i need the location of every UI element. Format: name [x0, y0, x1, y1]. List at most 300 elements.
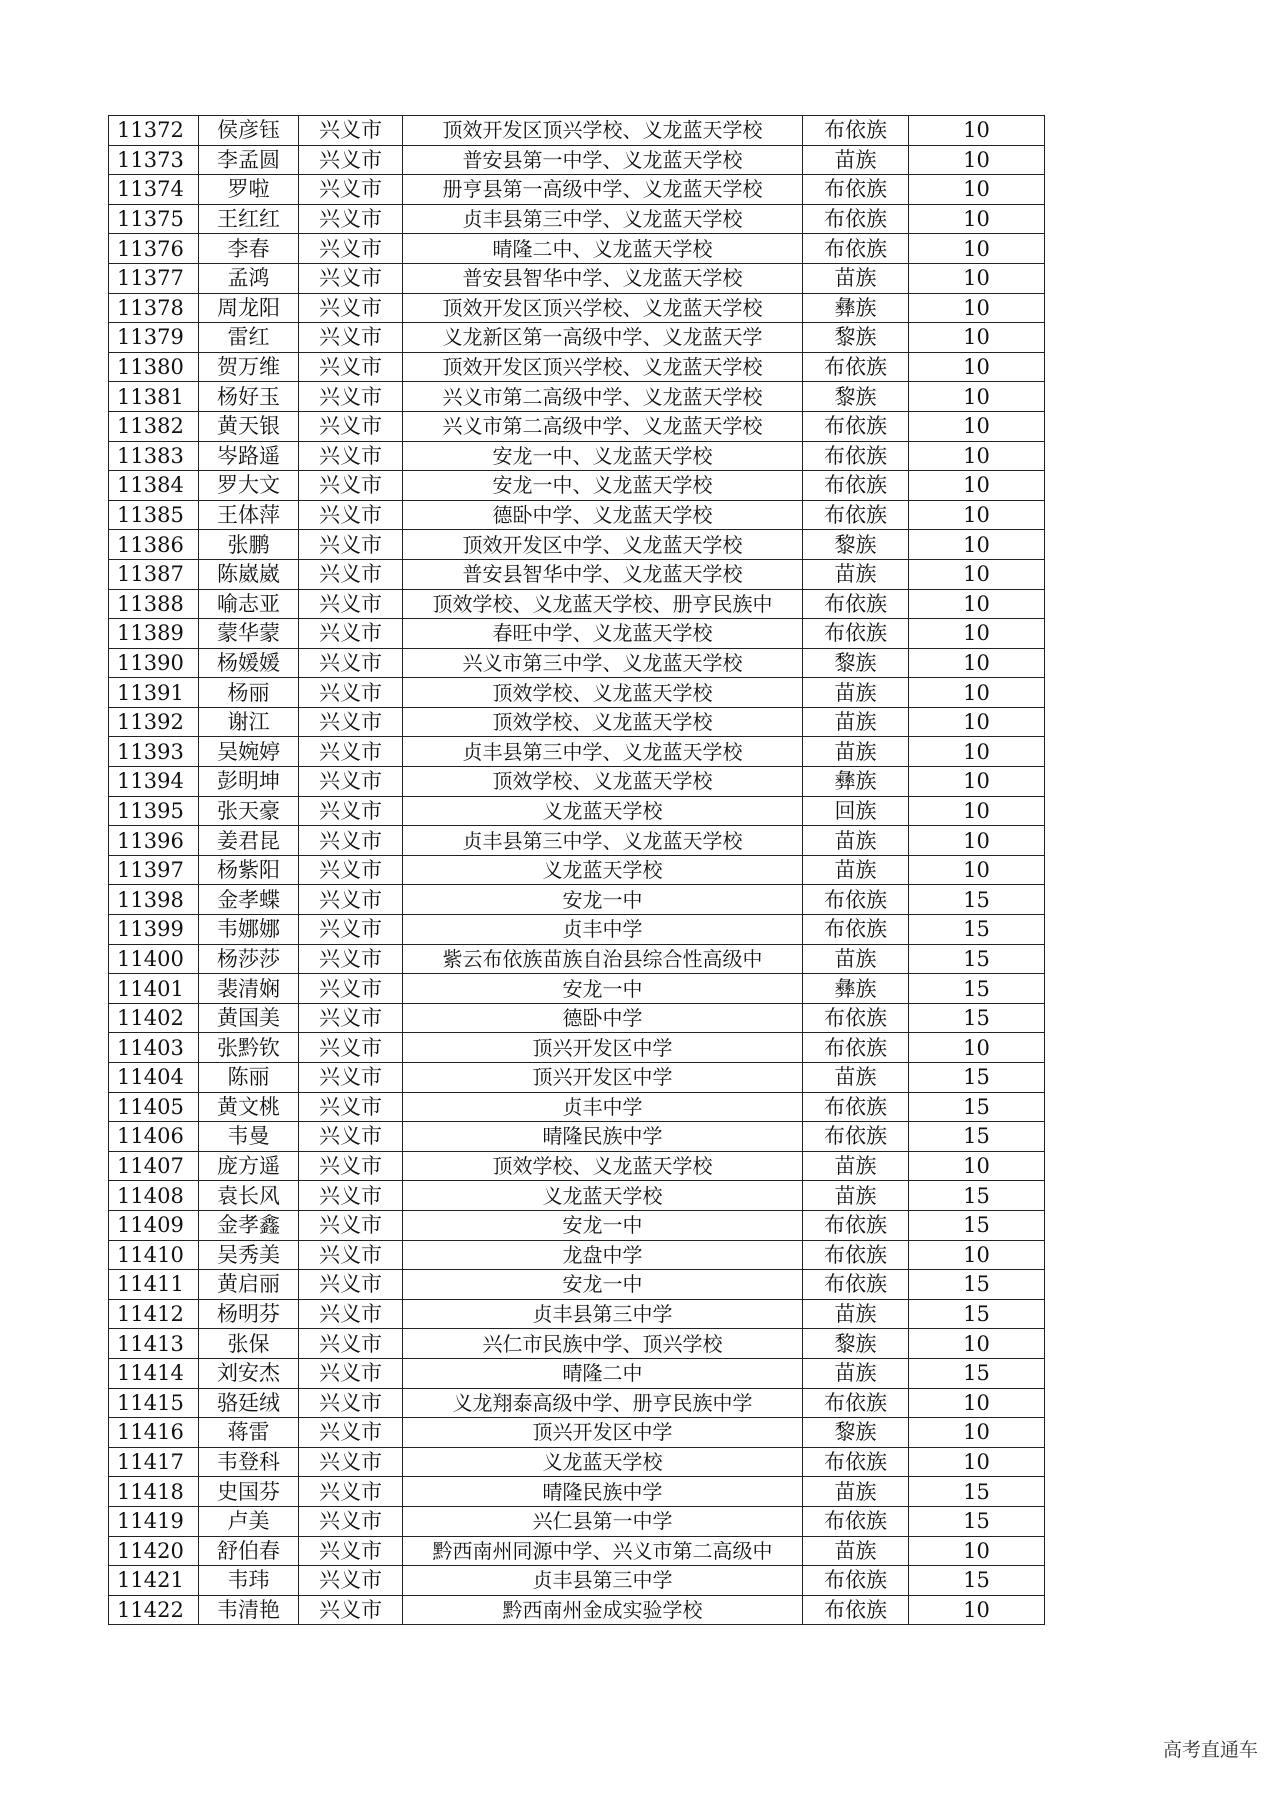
school-cell: 顶效开发区顶兴学校、义龙蓝天学校 [403, 293, 803, 323]
school-cell: 兴义市第三中学、义龙蓝天学校 [403, 648, 803, 678]
ethnicity-cell: 布依族 [803, 234, 909, 264]
id-cell: 11422 [109, 1595, 199, 1625]
ethnicity-cell: 苗族 [803, 1299, 909, 1329]
score-cell: 10 [909, 530, 1045, 560]
table-row [109, 915, 1045, 945]
id-cell: 11391 [109, 678, 199, 708]
school-cell: 顶兴开发区中学 [403, 1033, 803, 1063]
score-cell: 10 [909, 1151, 1045, 1181]
id-cell: 11382 [109, 411, 199, 441]
name-cell: 陈崴崴 [199, 559, 299, 589]
id-cell: 11384 [109, 471, 199, 501]
table-row [109, 293, 1045, 323]
name-cell: 黄启丽 [199, 1270, 299, 1300]
city-cell: 兴义市 [299, 589, 403, 619]
id-cell: 11377 [109, 263, 199, 293]
score-cell: 15 [909, 1063, 1045, 1093]
name-cell: 陈丽 [199, 1063, 299, 1093]
ethnicity-cell: 苗族 [803, 559, 909, 589]
city-cell: 兴义市 [299, 1003, 403, 1033]
city-cell: 兴义市 [299, 1033, 403, 1063]
name-cell: 黄天银 [199, 411, 299, 441]
ethnicity-cell: 布依族 [803, 204, 909, 234]
table-row [109, 323, 1045, 353]
score-cell: 10 [909, 707, 1045, 737]
city-cell: 兴义市 [299, 944, 403, 974]
id-cell: 11394 [109, 767, 199, 797]
ethnicity-cell: 布依族 [803, 619, 909, 649]
city-cell: 兴义市 [299, 411, 403, 441]
score-cell: 10 [909, 648, 1045, 678]
city-cell: 兴义市 [299, 885, 403, 915]
score-cell: 15 [909, 915, 1045, 945]
id-cell: 11396 [109, 826, 199, 856]
city-cell: 兴义市 [299, 707, 403, 737]
ethnicity-cell: 布依族 [803, 1270, 909, 1300]
table-row [109, 1151, 1045, 1181]
score-cell: 15 [909, 1122, 1045, 1152]
name-cell: 金孝蝶 [199, 885, 299, 915]
city-cell: 兴义市 [299, 767, 403, 797]
id-cell: 11405 [109, 1092, 199, 1122]
name-cell: 蒙华蒙 [199, 619, 299, 649]
table-row [109, 1299, 1045, 1329]
city-cell: 兴义市 [299, 175, 403, 205]
school-cell: 晴隆民族中学 [403, 1122, 803, 1152]
id-cell: 11376 [109, 234, 199, 264]
id-cell: 11392 [109, 707, 199, 737]
name-cell: 杨明芬 [199, 1299, 299, 1329]
school-cell: 春旺中学、义龙蓝天学校 [403, 619, 803, 649]
city-cell: 兴义市 [299, 1388, 403, 1418]
ethnicity-cell: 苗族 [803, 1477, 909, 1507]
table-row [109, 885, 1045, 915]
city-cell: 兴义市 [299, 559, 403, 589]
school-cell: 德卧中学 [403, 1003, 803, 1033]
score-cell: 15 [909, 885, 1045, 915]
table-row [109, 559, 1045, 589]
school-cell: 义龙蓝天学校 [403, 1181, 803, 1211]
score-cell: 10 [909, 1033, 1045, 1063]
score-cell: 10 [909, 1388, 1045, 1418]
name-cell: 侯彦钰 [199, 116, 299, 146]
student-table [108, 115, 1045, 1625]
id-cell: 11407 [109, 1151, 199, 1181]
ethnicity-cell: 苗族 [803, 263, 909, 293]
id-cell: 11374 [109, 175, 199, 205]
school-cell: 贞丰县第三中学、义龙蓝天学校 [403, 204, 803, 234]
school-cell: 兴仁县第一中学 [403, 1506, 803, 1536]
table-row [109, 1388, 1045, 1418]
ethnicity-cell: 苗族 [803, 707, 909, 737]
ethnicity-cell: 苗族 [803, 678, 909, 708]
name-cell: 王体萍 [199, 500, 299, 530]
ethnicity-cell: 黎族 [803, 530, 909, 560]
school-cell: 安龙一中 [403, 1210, 803, 1240]
id-cell: 11388 [109, 589, 199, 619]
score-cell: 10 [909, 737, 1045, 767]
city-cell: 兴义市 [299, 441, 403, 471]
ethnicity-cell: 布依族 [803, 589, 909, 619]
name-cell: 韦登科 [199, 1447, 299, 1477]
score-cell: 15 [909, 1477, 1045, 1507]
school-cell: 贞丰县第三中学、义龙蓝天学校 [403, 826, 803, 856]
city-cell: 兴义市 [299, 915, 403, 945]
city-cell: 兴义市 [299, 1240, 403, 1270]
table-row [109, 1270, 1045, 1300]
score-cell: 10 [909, 1595, 1045, 1625]
id-cell: 11395 [109, 796, 199, 826]
ethnicity-cell: 黎族 [803, 382, 909, 412]
ethnicity-cell: 布依族 [803, 1447, 909, 1477]
school-cell: 义龙蓝天学校 [403, 1447, 803, 1477]
name-cell: 王红红 [199, 204, 299, 234]
name-cell: 张黔钦 [199, 1033, 299, 1063]
score-cell: 15 [909, 1299, 1045, 1329]
id-cell: 11390 [109, 648, 199, 678]
ethnicity-cell: 布依族 [803, 116, 909, 146]
school-cell: 安龙一中 [403, 1270, 803, 1300]
school-cell: 普安县智华中学、义龙蓝天学校 [403, 263, 803, 293]
id-cell: 11415 [109, 1388, 199, 1418]
id-cell: 11413 [109, 1329, 199, 1359]
ethnicity-cell: 彝族 [803, 293, 909, 323]
city-cell: 兴义市 [299, 500, 403, 530]
id-cell: 11400 [109, 944, 199, 974]
school-cell: 顶效开发区顶兴学校、义龙蓝天学校 [403, 116, 803, 146]
name-cell: 蒋雷 [199, 1418, 299, 1448]
table-row [109, 767, 1045, 797]
name-cell: 黄国美 [199, 1003, 299, 1033]
city-cell: 兴义市 [299, 1536, 403, 1566]
name-cell: 岑路遥 [199, 441, 299, 471]
score-cell: 10 [909, 796, 1045, 826]
score-cell: 10 [909, 116, 1045, 146]
score-cell: 15 [909, 1270, 1045, 1300]
name-cell: 袁长风 [199, 1181, 299, 1211]
school-cell: 晴隆民族中学 [403, 1477, 803, 1507]
table-row [109, 1595, 1045, 1625]
city-cell: 兴义市 [299, 323, 403, 353]
id-cell: 11375 [109, 204, 199, 234]
id-cell: 11411 [109, 1270, 199, 1300]
watermark-text: 高考直通车 [1162, 1739, 1258, 1761]
name-cell: 李孟圆 [199, 145, 299, 175]
score-cell: 10 [909, 352, 1045, 382]
city-cell: 兴义市 [299, 145, 403, 175]
table-row [109, 1033, 1045, 1063]
table-row [109, 204, 1045, 234]
id-cell: 11386 [109, 530, 199, 560]
score-cell: 15 [909, 1358, 1045, 1388]
school-cell: 兴义市第二高级中学、义龙蓝天学校 [403, 411, 803, 441]
ethnicity-cell: 回族 [803, 796, 909, 826]
city-cell: 兴义市 [299, 974, 403, 1004]
id-cell: 11385 [109, 500, 199, 530]
name-cell: 张鹏 [199, 530, 299, 560]
ethnicity-cell: 布依族 [803, 1122, 909, 1152]
ethnicity-cell: 黎族 [803, 1329, 909, 1359]
score-cell: 10 [909, 175, 1045, 205]
ethnicity-cell: 布依族 [803, 175, 909, 205]
school-cell: 册亨县第一高级中学、义龙蓝天学校 [403, 175, 803, 205]
city-cell: 兴义市 [299, 352, 403, 382]
score-cell: 15 [909, 1003, 1045, 1033]
school-cell: 贞丰中学 [403, 915, 803, 945]
ethnicity-cell: 布依族 [803, 1595, 909, 1625]
school-cell: 安龙一中、义龙蓝天学校 [403, 441, 803, 471]
ethnicity-cell: 布依族 [803, 885, 909, 915]
score-cell: 10 [909, 293, 1045, 323]
name-cell: 姜君昆 [199, 826, 299, 856]
ethnicity-cell: 苗族 [803, 1151, 909, 1181]
score-cell: 10 [909, 767, 1045, 797]
table-row [109, 1506, 1045, 1536]
school-cell: 普安县第一中学、义龙蓝天学校 [403, 145, 803, 175]
id-cell: 11417 [109, 1447, 199, 1477]
table-row [109, 1210, 1045, 1240]
ethnicity-cell: 布依族 [803, 1033, 909, 1063]
name-cell: 彭明坤 [199, 767, 299, 797]
city-cell: 兴义市 [299, 737, 403, 767]
id-cell: 11414 [109, 1358, 199, 1388]
score-cell: 10 [909, 204, 1045, 234]
score-cell: 10 [909, 826, 1045, 856]
city-cell: 兴义市 [299, 1329, 403, 1359]
name-cell: 喻志亚 [199, 589, 299, 619]
school-cell: 安龙一中 [403, 974, 803, 1004]
id-cell: 11398 [109, 885, 199, 915]
name-cell: 周龙阳 [199, 293, 299, 323]
score-cell: 15 [909, 1092, 1045, 1122]
school-cell: 黔西南州金成实验学校 [403, 1595, 803, 1625]
ethnicity-cell: 苗族 [803, 1181, 909, 1211]
school-cell: 兴仁市民族中学、顶兴学校 [403, 1329, 803, 1359]
name-cell: 杨丽 [199, 678, 299, 708]
name-cell: 孟鸿 [199, 263, 299, 293]
score-cell: 10 [909, 619, 1045, 649]
city-cell: 兴义市 [299, 619, 403, 649]
id-cell: 11416 [109, 1418, 199, 1448]
ethnicity-cell: 苗族 [803, 944, 909, 974]
city-cell: 兴义市 [299, 1151, 403, 1181]
ethnicity-cell: 布依族 [803, 1566, 909, 1596]
name-cell: 裴清娴 [199, 974, 299, 1004]
table-row [109, 441, 1045, 471]
school-cell: 顶效学校、义龙蓝天学校 [403, 707, 803, 737]
score-cell: 10 [909, 1536, 1045, 1566]
id-cell: 11387 [109, 559, 199, 589]
id-cell: 11389 [109, 619, 199, 649]
ethnicity-cell: 布依族 [803, 1003, 909, 1033]
city-cell: 兴义市 [299, 382, 403, 412]
city-cell: 兴义市 [299, 855, 403, 885]
table-row [109, 500, 1045, 530]
name-cell: 杨好玉 [199, 382, 299, 412]
table-row [109, 1566, 1045, 1596]
school-cell: 顶兴开发区中学 [403, 1063, 803, 1093]
name-cell: 杨媛媛 [199, 648, 299, 678]
city-cell: 兴义市 [299, 293, 403, 323]
name-cell: 韦清艳 [199, 1595, 299, 1625]
ethnicity-cell: 布依族 [803, 1506, 909, 1536]
id-cell: 11393 [109, 737, 199, 767]
city-cell: 兴义市 [299, 1447, 403, 1477]
ethnicity-cell: 黎族 [803, 648, 909, 678]
ethnicity-cell: 彝族 [803, 767, 909, 797]
name-cell: 罗啦 [199, 175, 299, 205]
id-cell: 11378 [109, 293, 199, 323]
school-cell: 德卧中学、义龙蓝天学校 [403, 500, 803, 530]
school-cell: 顶效学校、义龙蓝天学校 [403, 767, 803, 797]
score-cell: 10 [909, 678, 1045, 708]
table-row [109, 678, 1045, 708]
id-cell: 11402 [109, 1003, 199, 1033]
school-cell: 贞丰中学 [403, 1092, 803, 1122]
city-cell: 兴义市 [299, 1063, 403, 1093]
ethnicity-cell: 苗族 [803, 1358, 909, 1388]
school-cell: 黔西南州同源中学、兴义市第二高级中 [403, 1536, 803, 1566]
ethnicity-cell: 彝族 [803, 974, 909, 1004]
table-row [109, 855, 1045, 885]
ethnicity-cell: 布依族 [803, 1240, 909, 1270]
table-row [109, 234, 1045, 264]
table-row [109, 1003, 1045, 1033]
city-cell: 兴义市 [299, 116, 403, 146]
city-cell: 兴义市 [299, 796, 403, 826]
table-row [109, 796, 1045, 826]
score-cell: 10 [909, 1329, 1045, 1359]
name-cell: 吴秀美 [199, 1240, 299, 1270]
ethnicity-cell: 布依族 [803, 500, 909, 530]
score-cell: 10 [909, 145, 1045, 175]
ethnicity-cell: 布依族 [803, 1092, 909, 1122]
city-cell: 兴义市 [299, 1210, 403, 1240]
name-cell: 贺万维 [199, 352, 299, 382]
name-cell: 黄文桃 [199, 1092, 299, 1122]
table-row [109, 826, 1045, 856]
school-cell: 义龙新区第一高级中学、义龙蓝天学 [403, 323, 803, 353]
school-cell: 顶效学校、义龙蓝天学校 [403, 678, 803, 708]
table-row [109, 1447, 1045, 1477]
school-cell: 龙盘中学 [403, 1240, 803, 1270]
city-cell: 兴义市 [299, 1566, 403, 1596]
city-cell: 兴义市 [299, 826, 403, 856]
id-cell: 11373 [109, 145, 199, 175]
school-cell: 晴隆二中、义龙蓝天学校 [403, 234, 803, 264]
school-cell: 贞丰县第三中学 [403, 1299, 803, 1329]
id-cell: 11409 [109, 1210, 199, 1240]
score-cell: 10 [909, 382, 1045, 412]
ethnicity-cell: 布依族 [803, 1210, 909, 1240]
table-row [109, 411, 1045, 441]
score-cell: 15 [909, 974, 1045, 1004]
id-cell: 11397 [109, 855, 199, 885]
table-row [109, 737, 1045, 767]
city-cell: 兴义市 [299, 204, 403, 234]
table-body [109, 116, 1045, 1625]
score-cell: 10 [909, 263, 1045, 293]
school-cell: 兴义市第二高级中学、义龙蓝天学校 [403, 382, 803, 412]
ethnicity-cell: 布依族 [803, 441, 909, 471]
id-cell: 11412 [109, 1299, 199, 1329]
id-cell: 11420 [109, 1536, 199, 1566]
table-row [109, 1122, 1045, 1152]
score-cell: 10 [909, 1418, 1045, 1448]
table-row [109, 530, 1045, 560]
school-cell: 义龙翔泰高级中学、册亨民族中学 [403, 1388, 803, 1418]
city-cell: 兴义市 [299, 1358, 403, 1388]
ethnicity-cell: 苗族 [803, 1536, 909, 1566]
ethnicity-cell: 布依族 [803, 915, 909, 945]
table-row [109, 589, 1045, 619]
name-cell: 骆廷绒 [199, 1388, 299, 1418]
score-cell: 15 [909, 1566, 1045, 1596]
city-cell: 兴义市 [299, 263, 403, 293]
name-cell: 韦玮 [199, 1566, 299, 1596]
city-cell: 兴义市 [299, 1418, 403, 1448]
city-cell: 兴义市 [299, 1299, 403, 1329]
ethnicity-cell: 黎族 [803, 1418, 909, 1448]
table-row [109, 145, 1045, 175]
ethnicity-cell: 苗族 [803, 1063, 909, 1093]
score-cell: 15 [909, 1181, 1045, 1211]
school-cell: 晴隆二中 [403, 1358, 803, 1388]
city-cell: 兴义市 [299, 234, 403, 264]
score-cell: 10 [909, 1240, 1045, 1270]
score-cell: 10 [909, 471, 1045, 501]
city-cell: 兴义市 [299, 678, 403, 708]
id-cell: 11403 [109, 1033, 199, 1063]
table-row [109, 619, 1045, 649]
school-cell: 安龙一中 [403, 885, 803, 915]
table-row [109, 1063, 1045, 1093]
name-cell: 史国芬 [199, 1477, 299, 1507]
school-cell: 顶效学校、义龙蓝天学校 [403, 1151, 803, 1181]
ethnicity-cell: 布依族 [803, 1388, 909, 1418]
table-row [109, 1329, 1045, 1359]
name-cell: 吴婉婷 [199, 737, 299, 767]
city-cell: 兴义市 [299, 1506, 403, 1536]
name-cell: 张天豪 [199, 796, 299, 826]
score-cell: 15 [909, 1210, 1045, 1240]
city-cell: 兴义市 [299, 648, 403, 678]
city-cell: 兴义市 [299, 1595, 403, 1625]
city-cell: 兴义市 [299, 471, 403, 501]
city-cell: 兴义市 [299, 530, 403, 560]
ethnicity-cell: 黎族 [803, 323, 909, 353]
ethnicity-cell: 布依族 [803, 411, 909, 441]
table-row [109, 1477, 1045, 1507]
school-cell: 贞丰县第三中学 [403, 1566, 803, 1596]
name-cell: 韦曼 [199, 1122, 299, 1152]
city-cell: 兴义市 [299, 1477, 403, 1507]
table-row [109, 707, 1045, 737]
table-row [109, 263, 1045, 293]
name-cell: 张保 [199, 1329, 299, 1359]
name-cell: 金孝鑫 [199, 1210, 299, 1240]
table-row [109, 471, 1045, 501]
table-row [109, 382, 1045, 412]
id-cell: 11418 [109, 1477, 199, 1507]
school-cell: 义龙蓝天学校 [403, 855, 803, 885]
name-cell: 卢美 [199, 1506, 299, 1536]
score-cell: 10 [909, 411, 1045, 441]
score-cell: 10 [909, 1447, 1045, 1477]
score-cell: 10 [909, 323, 1045, 353]
name-cell: 刘安杰 [199, 1358, 299, 1388]
table-row [109, 352, 1045, 382]
